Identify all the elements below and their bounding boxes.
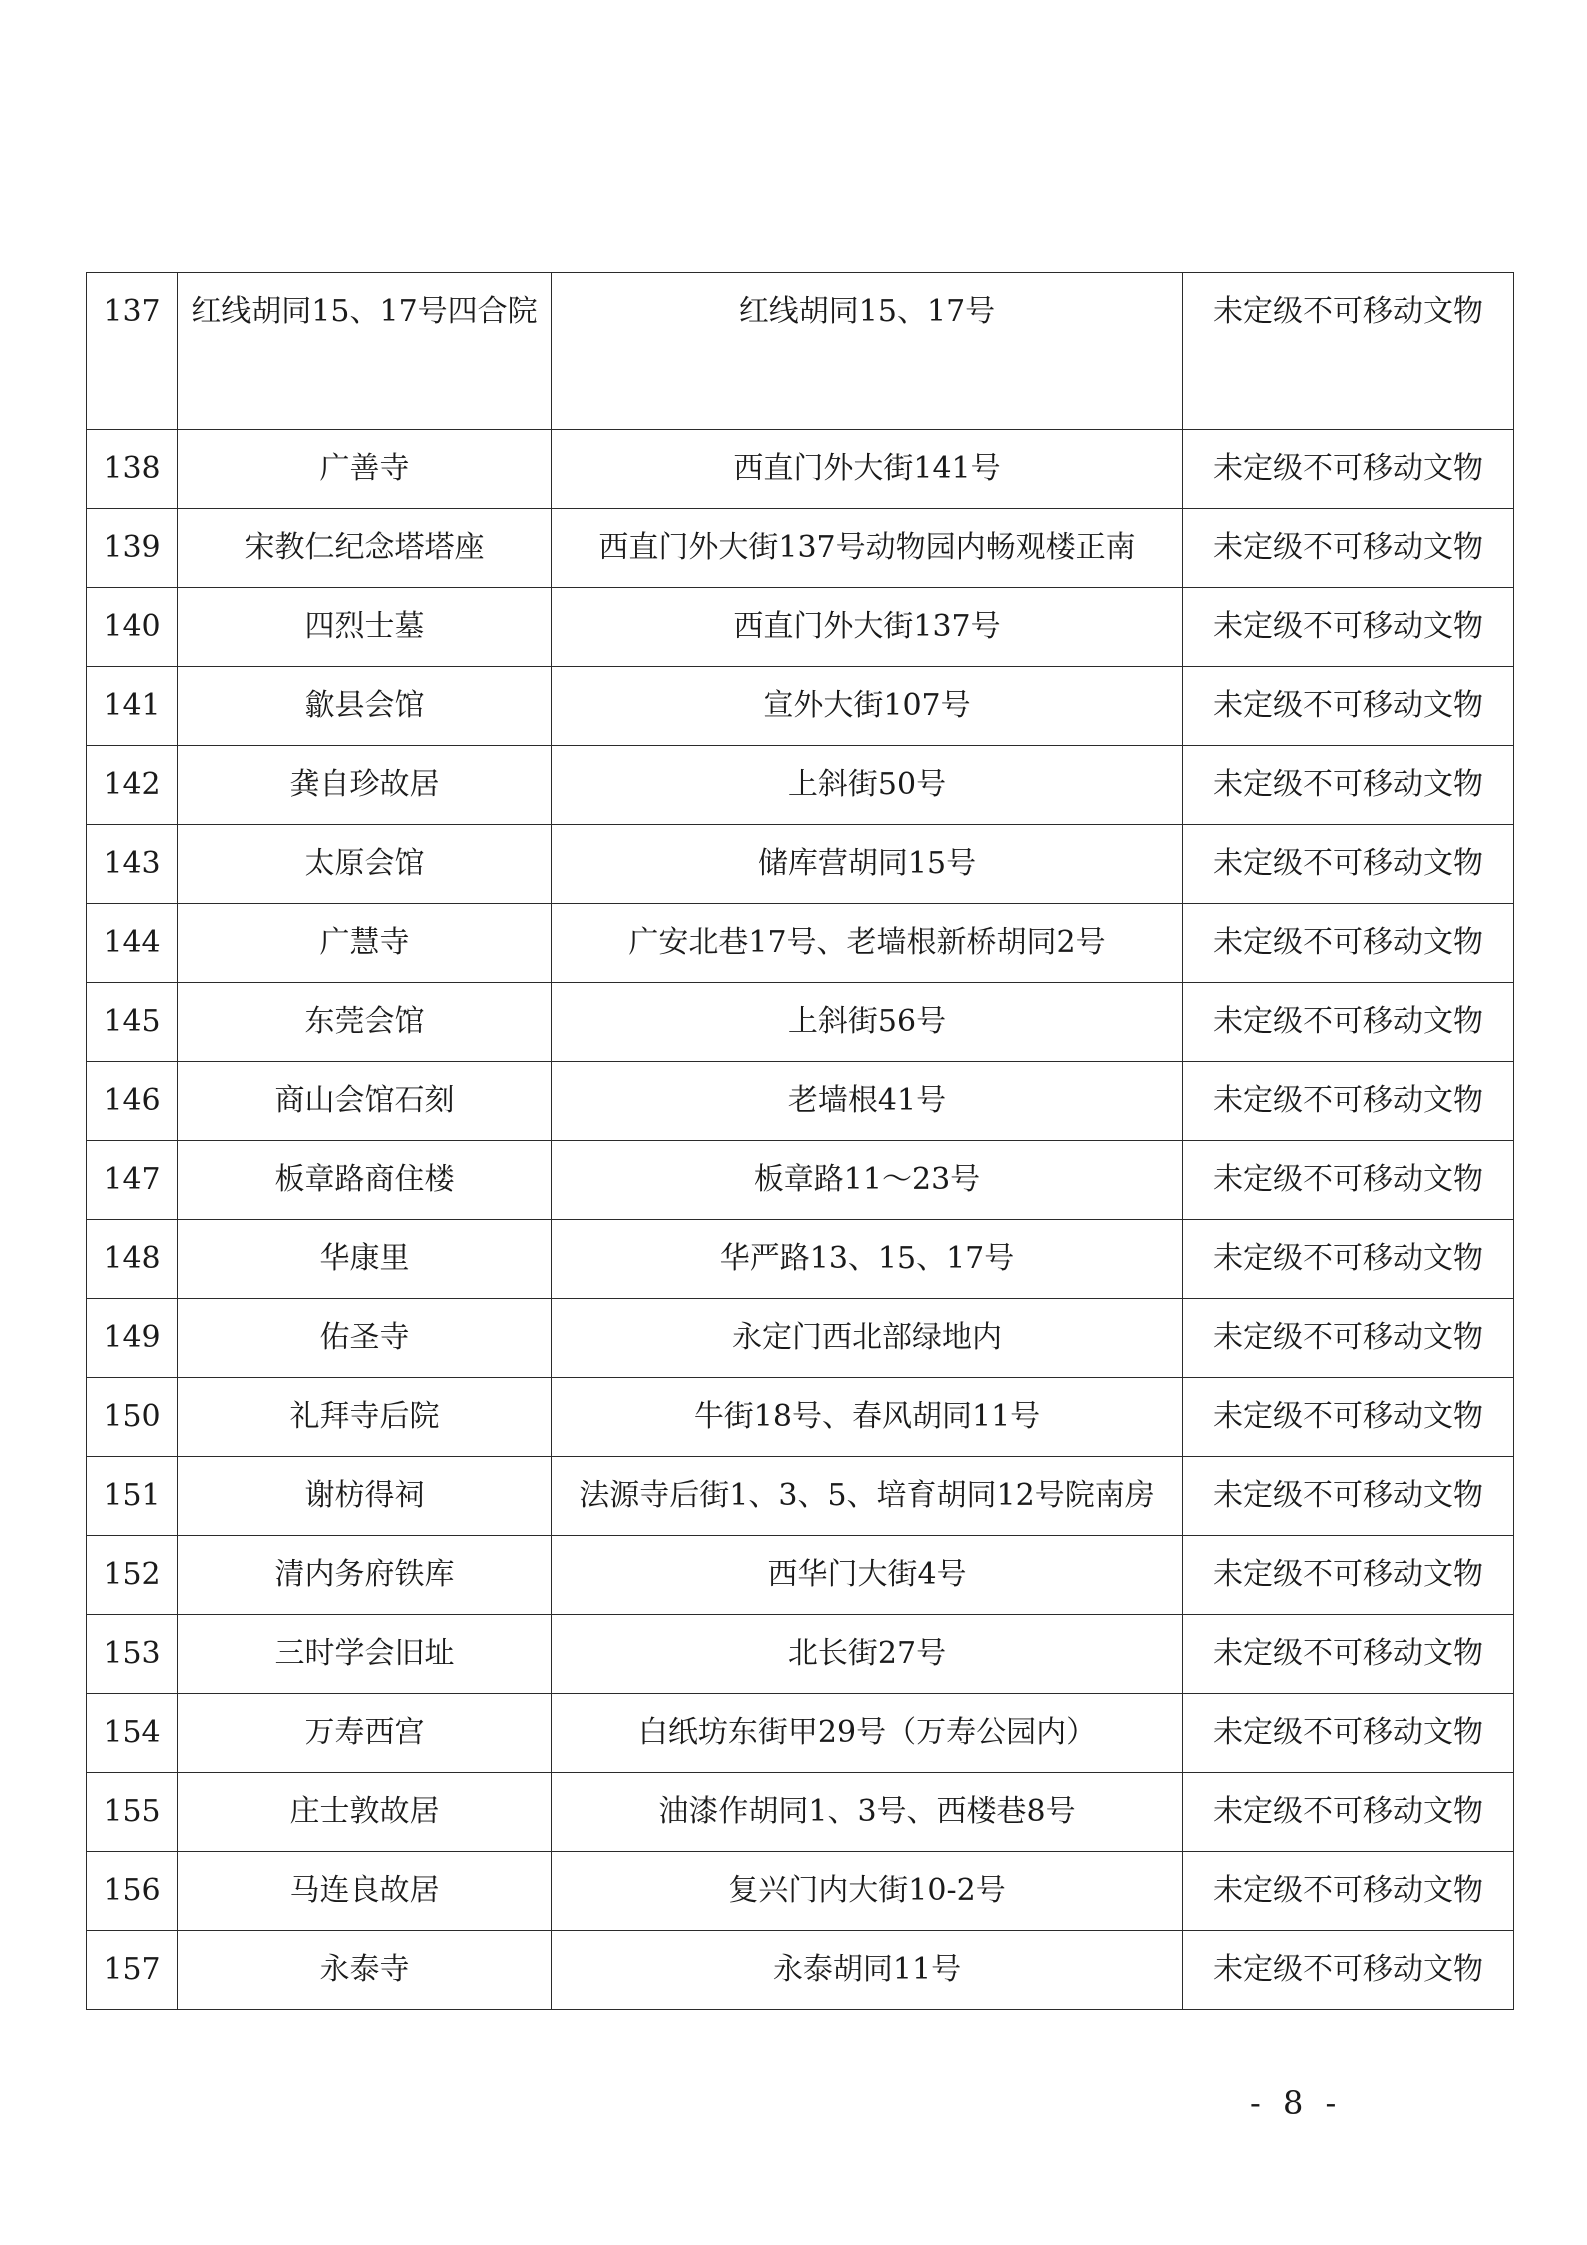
relic-address: 上斜街50号 bbox=[552, 746, 1183, 825]
table-row bbox=[87, 1141, 1514, 1220]
table-row bbox=[87, 509, 1514, 588]
relic-address: 白纸坊东街甲29号（万寿公园内） bbox=[552, 1694, 1183, 1773]
table-row bbox=[87, 1378, 1514, 1457]
relic-name: 万寿西宫 bbox=[178, 1694, 552, 1773]
relic-name: 广善寺 bbox=[178, 430, 552, 509]
table-row bbox=[87, 1615, 1514, 1694]
relic-address: 广安北巷17号、老墙根新桥胡同2号 bbox=[552, 904, 1183, 983]
row-number: 137 bbox=[87, 273, 178, 430]
relic-name: 太原会馆 bbox=[178, 825, 552, 904]
relic-name: 礼拜寺后院 bbox=[178, 1378, 552, 1457]
table-row bbox=[87, 904, 1514, 983]
relic-name: 庄士敦故居 bbox=[178, 1773, 552, 1852]
row-number: 138 bbox=[87, 430, 178, 509]
relic-name: 谢枋得祠 bbox=[178, 1457, 552, 1536]
relic-name: 华康里 bbox=[178, 1220, 552, 1299]
relic-level: 未定级不可移动文物 bbox=[1183, 509, 1514, 588]
table-row bbox=[87, 983, 1514, 1062]
relic-level: 未定级不可移动文物 bbox=[1183, 983, 1514, 1062]
relic-name: 马连良故居 bbox=[178, 1852, 552, 1931]
relic-level: 未定级不可移动文物 bbox=[1183, 1694, 1514, 1773]
relic-name: 商山会馆石刻 bbox=[178, 1062, 552, 1141]
row-number: 151 bbox=[87, 1457, 178, 1536]
relic-level: 未定级不可移动文物 bbox=[1183, 1773, 1514, 1852]
row-number: 142 bbox=[87, 746, 178, 825]
relics-table bbox=[86, 272, 1514, 2010]
row-number: 154 bbox=[87, 1694, 178, 1773]
row-number: 157 bbox=[87, 1931, 178, 2010]
relic-level: 未定级不可移动文物 bbox=[1183, 1141, 1514, 1220]
row-number: 139 bbox=[87, 509, 178, 588]
relic-level: 未定级不可移动文物 bbox=[1183, 273, 1514, 430]
relic-address: 北长街27号 bbox=[552, 1615, 1183, 1694]
relic-address: 永定门西北部绿地内 bbox=[552, 1299, 1183, 1378]
row-number: 140 bbox=[87, 588, 178, 667]
relic-level: 未定级不可移动文物 bbox=[1183, 904, 1514, 983]
row-number: 141 bbox=[87, 667, 178, 746]
page-number: - 8 - bbox=[1250, 2084, 1343, 2122]
relic-address: 油漆作胡同1、3号、西楼巷8号 bbox=[552, 1773, 1183, 1852]
relic-name: 东莞会馆 bbox=[178, 983, 552, 1062]
relic-level: 未定级不可移动文物 bbox=[1183, 1536, 1514, 1615]
relic-name: 佑圣寺 bbox=[178, 1299, 552, 1378]
relic-address: 西直门外大街137号 bbox=[552, 588, 1183, 667]
relic-address: 上斜街56号 bbox=[552, 983, 1183, 1062]
relic-name: 广慧寺 bbox=[178, 904, 552, 983]
row-number: 143 bbox=[87, 825, 178, 904]
table-row bbox=[87, 273, 1514, 430]
relic-name: 四烈士墓 bbox=[178, 588, 552, 667]
table-row bbox=[87, 1773, 1514, 1852]
table-row bbox=[87, 430, 1514, 509]
table-row bbox=[87, 588, 1514, 667]
table-row bbox=[87, 1299, 1514, 1378]
relic-level: 未定级不可移动文物 bbox=[1183, 1378, 1514, 1457]
relic-level: 未定级不可移动文物 bbox=[1183, 667, 1514, 746]
relic-address: 永泰胡同11号 bbox=[552, 1931, 1183, 2010]
row-number: 152 bbox=[87, 1536, 178, 1615]
table-row bbox=[87, 1852, 1514, 1931]
relic-name: 歙县会馆 bbox=[178, 667, 552, 746]
relic-name: 红线胡同15、17号四合院 bbox=[178, 273, 552, 430]
relic-address: 华严路13、15、17号 bbox=[552, 1220, 1183, 1299]
table-row bbox=[87, 1536, 1514, 1615]
relic-name: 永泰寺 bbox=[178, 1931, 552, 2010]
table-row bbox=[87, 667, 1514, 746]
relic-level: 未定级不可移动文物 bbox=[1183, 1615, 1514, 1694]
relic-name: 宋教仁纪念塔塔座 bbox=[178, 509, 552, 588]
relic-level: 未定级不可移动文物 bbox=[1183, 588, 1514, 667]
relic-level: 未定级不可移动文物 bbox=[1183, 430, 1514, 509]
relic-address: 红线胡同15、17号 bbox=[552, 273, 1183, 430]
row-number: 153 bbox=[87, 1615, 178, 1694]
relic-level: 未定级不可移动文物 bbox=[1183, 1062, 1514, 1141]
row-number: 150 bbox=[87, 1378, 178, 1457]
table-row bbox=[87, 1931, 1514, 2010]
row-number: 155 bbox=[87, 1773, 178, 1852]
relic-name: 清内务府铁库 bbox=[178, 1536, 552, 1615]
table-row bbox=[87, 1220, 1514, 1299]
relic-address: 法源寺后街1、3、5、培育胡同12号院南房 bbox=[552, 1457, 1183, 1536]
relics-table-body bbox=[87, 273, 1514, 2010]
row-number: 148 bbox=[87, 1220, 178, 1299]
relic-address: 老墙根41号 bbox=[552, 1062, 1183, 1141]
relic-address: 宣外大街107号 bbox=[552, 667, 1183, 746]
relic-name: 龚自珍故居 bbox=[178, 746, 552, 825]
relic-level: 未定级不可移动文物 bbox=[1183, 1220, 1514, 1299]
relic-address: 复兴门内大街10-2号 bbox=[552, 1852, 1183, 1931]
table-row bbox=[87, 746, 1514, 825]
row-number: 145 bbox=[87, 983, 178, 1062]
relic-address: 西直门外大街141号 bbox=[552, 430, 1183, 509]
relic-level: 未定级不可移动文物 bbox=[1183, 1457, 1514, 1536]
relic-address: 牛街18号、春风胡同11号 bbox=[552, 1378, 1183, 1457]
table-row bbox=[87, 1694, 1514, 1773]
relic-level: 未定级不可移动文物 bbox=[1183, 746, 1514, 825]
relic-level: 未定级不可移动文物 bbox=[1183, 1852, 1514, 1931]
relic-level: 未定级不可移动文物 bbox=[1183, 1931, 1514, 2010]
relic-address: 西直门外大街137号动物园内畅观楼正南 bbox=[552, 509, 1183, 588]
row-number: 146 bbox=[87, 1062, 178, 1141]
relic-name: 板章路商住楼 bbox=[178, 1141, 552, 1220]
relic-level: 未定级不可移动文物 bbox=[1183, 825, 1514, 904]
relic-address: 西华门大街4号 bbox=[552, 1536, 1183, 1615]
relic-name: 三时学会旧址 bbox=[178, 1615, 552, 1694]
row-number: 156 bbox=[87, 1852, 178, 1931]
table-row bbox=[87, 1457, 1514, 1536]
row-number: 147 bbox=[87, 1141, 178, 1220]
relic-address: 板章路11～23号 bbox=[552, 1141, 1183, 1220]
table-row bbox=[87, 825, 1514, 904]
relic-address: 储库营胡同15号 bbox=[552, 825, 1183, 904]
table-row bbox=[87, 1062, 1514, 1141]
relic-level: 未定级不可移动文物 bbox=[1183, 1299, 1514, 1378]
row-number: 144 bbox=[87, 904, 178, 983]
row-number: 149 bbox=[87, 1299, 178, 1378]
